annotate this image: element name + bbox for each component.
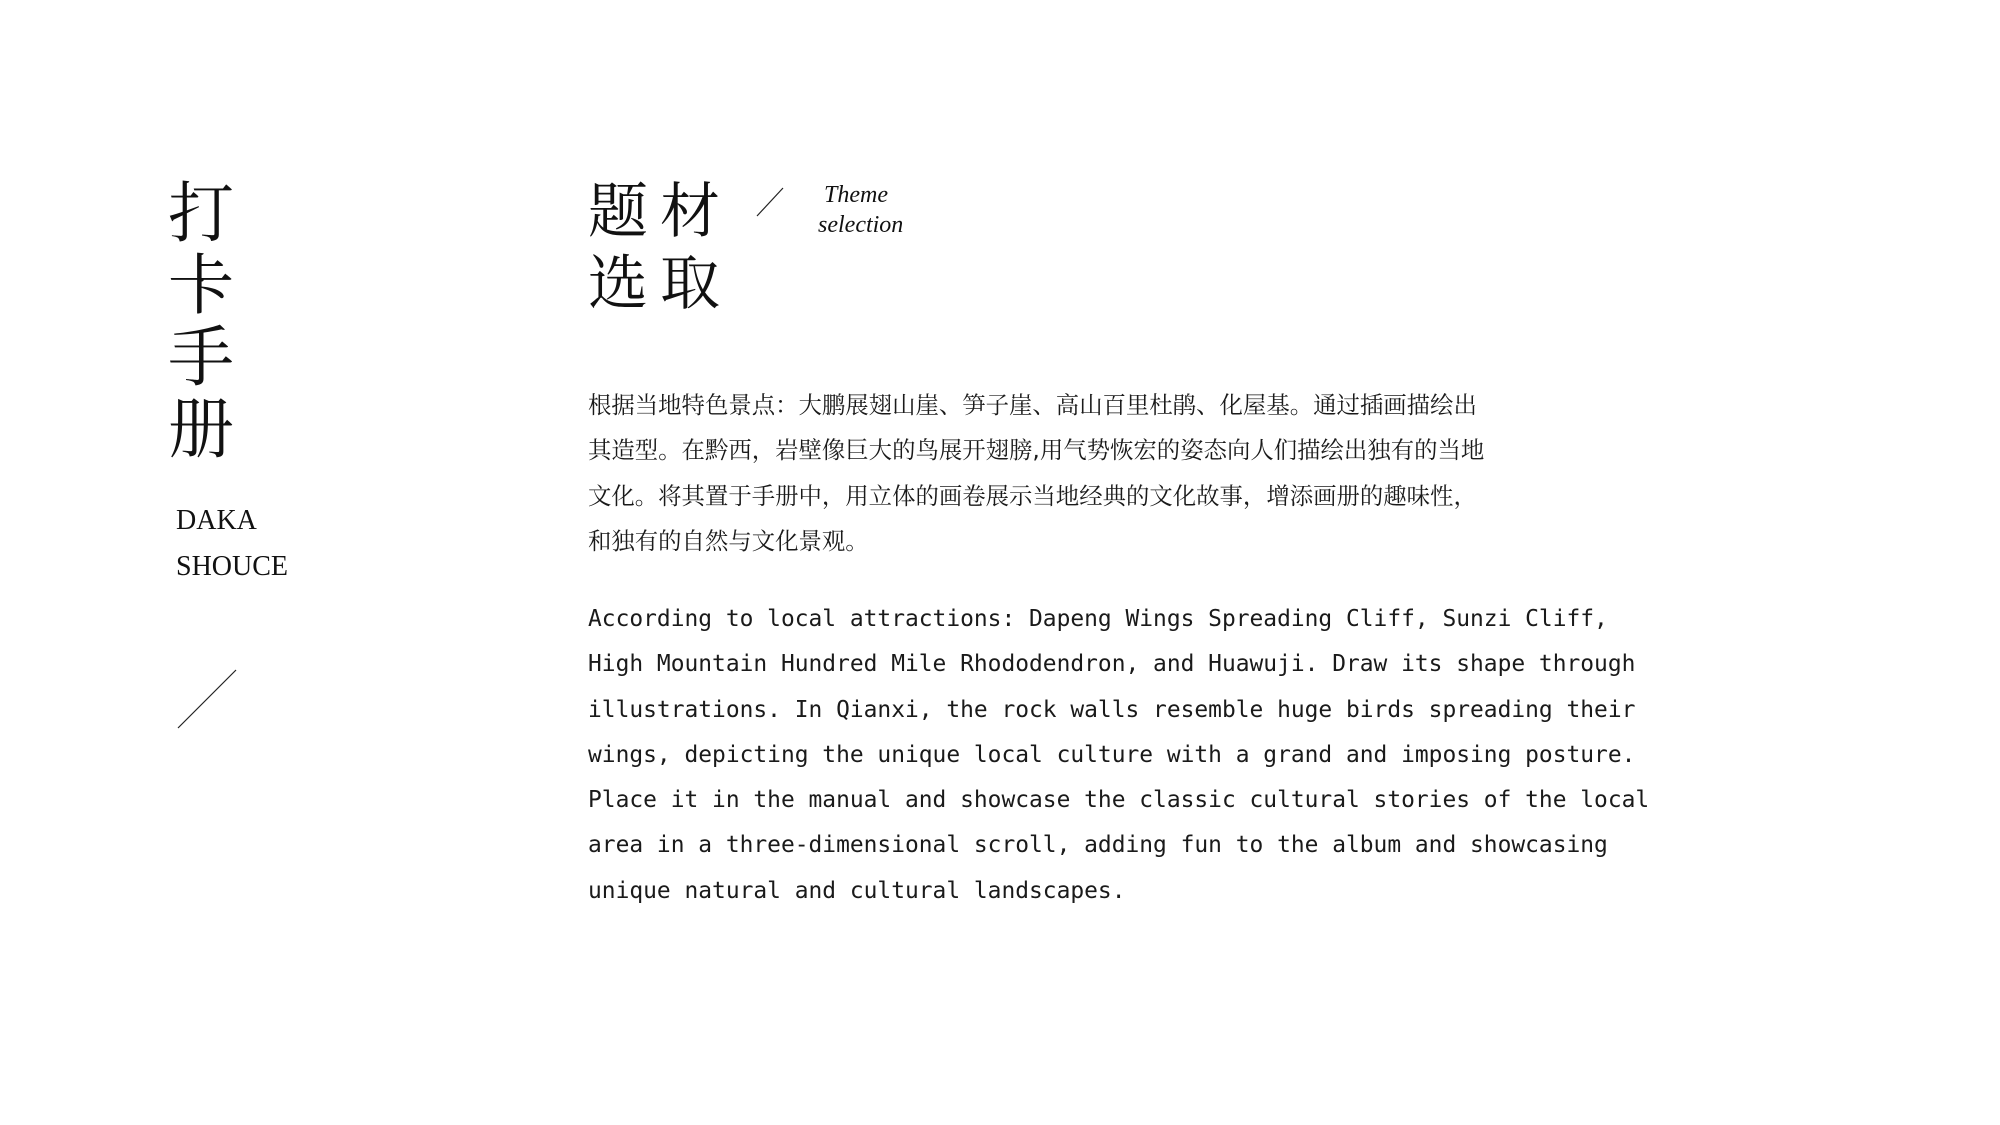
cn-line: 和独有的自然与文化景观。 [588, 526, 869, 555]
section-title-line: 选取 [588, 249, 732, 319]
en-line: High Mountain Hundred Mile Rhododendron, and Huawuji. Draw its shape through [588, 651, 1636, 678]
en-line: unique natural and cultural landscapes. [588, 877, 1126, 904]
brand-title-char: 卡 [168, 247, 234, 324]
brand-vertical-title [168, 175, 258, 468]
en-line: area in a three-dimensional scroll, adding fun to the album and showcasing [588, 832, 1608, 859]
section-title [588, 176, 738, 320]
en-line: wings, depicting the unique local culture with a grand and imposing posture. [588, 741, 1636, 768]
title-divider-slash [755, 186, 785, 218]
decorative-slash [176, 668, 238, 730]
title-en-line: selection [818, 212, 904, 238]
brand-title-char: 册 [168, 391, 234, 468]
cn-line: 其造型。在黔西，岩壁像巨大的鸟展开翅膀,用气势恢宏的姿态向人们描绘出独有的当地 [588, 436, 1485, 465]
section-title-line: 题材 [588, 177, 732, 247]
section-title-english [818, 180, 903, 240]
brand-title-char: 打 [168, 175, 234, 252]
brand-title-char: 手 [168, 319, 234, 396]
cn-line: 根据当地特色景点：大鹏展翅山崖、笋子崖、高山百里杜鹃、化屋基。通过插画描绘出 [588, 391, 1477, 419]
cn-line: 文化。将其置于手册中，用立体的画卷展示当地经典的文化故事，增添画册的趣味性， [588, 481, 1477, 510]
brand-subtitle-line: SHOUCE [176, 551, 289, 582]
en-line: Place it in the manual and showcase the classic cultural stories of the local [588, 787, 1650, 814]
brand-subtitle-line: DAKA [176, 505, 257, 536]
en-line: According to local attractions: Dapeng Wings Spreading Cliff, Sunzi Cliff, [588, 606, 1608, 632]
en-line: illustrations. In Qianxi, the rock walls resemble huge birds spreading their [588, 696, 1636, 723]
brand-subtitle [176, 498, 288, 590]
title-en-line: Theme [824, 182, 888, 208]
description-chinese [588, 383, 1568, 564]
description-english [588, 597, 1650, 914]
